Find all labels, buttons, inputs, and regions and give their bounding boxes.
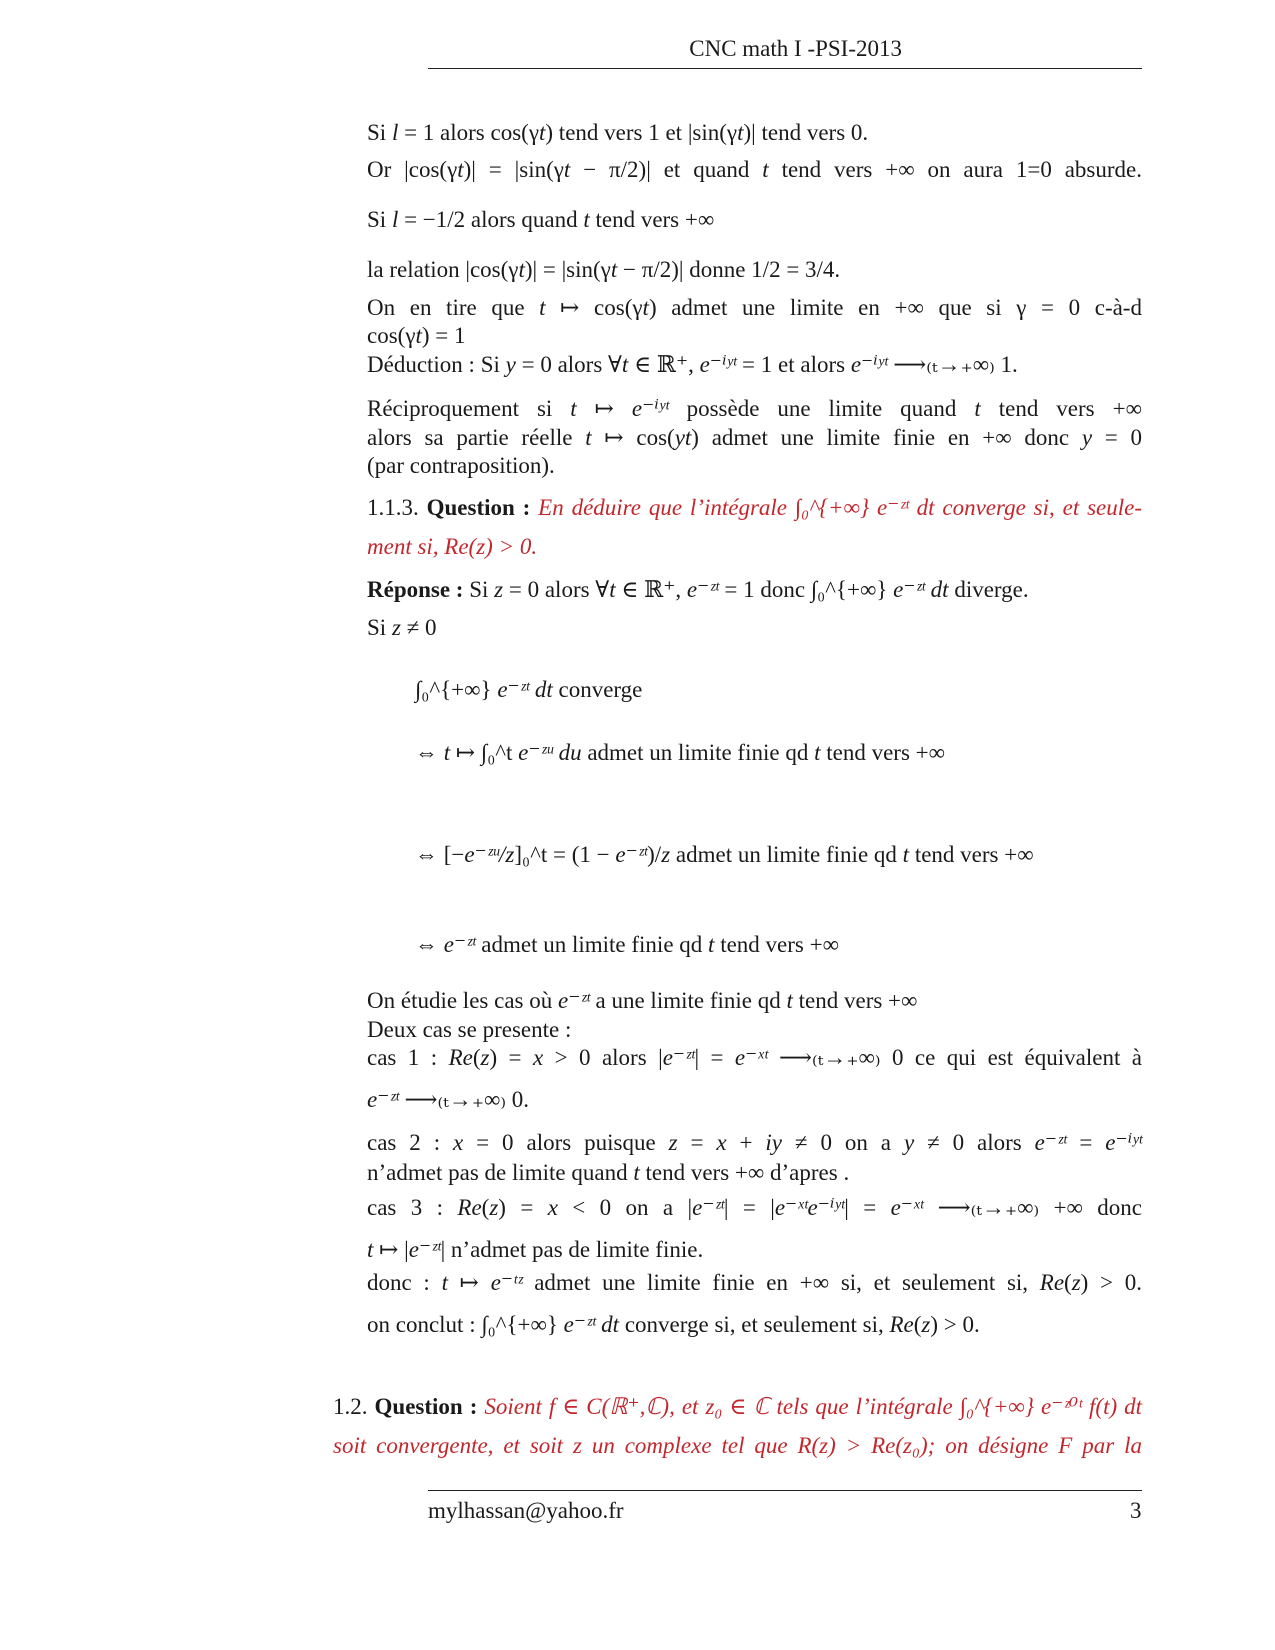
text-segment: e⁻ⁱʸᵗ (850, 352, 888, 377)
text-segment: ) = 1 (421, 323, 466, 348)
text-segment: t (902, 842, 910, 867)
text-line (415, 676, 642, 704)
text-segment: z (921, 1312, 931, 1337)
text-segment: t (609, 577, 616, 602)
text-segment: cas 1 : (367, 1045, 449, 1070)
text-segment: e⁻ᶻᵗ dt (497, 677, 553, 702)
text-segment: ∈ ℝ⁺, (615, 577, 687, 602)
text-segment: t (583, 207, 590, 232)
text-segment: t (642, 295, 649, 320)
text-line (367, 395, 1142, 423)
text-segment: e⁻ˣᵗ (890, 1195, 924, 1220)
text-segment: ≠ 0 on a (782, 1130, 904, 1155)
bold-label: Réponse : (367, 577, 464, 602)
text-segment: = (1066, 1130, 1106, 1155)
text-segment: On étudie les cas où (367, 988, 558, 1013)
text-segment: e⁻ᶻᵗ (408, 1237, 441, 1262)
text-segment: | n’admet pas de limite finie. (440, 1237, 704, 1262)
text-segment: Réciproquement si (367, 396, 571, 421)
text-segment: t (974, 396, 981, 421)
text-segment: t (539, 295, 546, 320)
text-segment: cas 3 : (367, 1195, 458, 1220)
text-segment: e⁻ⁱʸᵗ (1105, 1130, 1142, 1155)
text-segment: e⁻ᶻᵗ (557, 988, 590, 1013)
text-segment: Déduction : Si (367, 352, 506, 377)
text-segment: tend vers +∞ (980, 396, 1142, 421)
text-line (333, 1432, 1142, 1460)
text-segment: diverge. (948, 577, 1029, 602)
text-segment: )| tend vers 0. (743, 120, 869, 145)
text-segment: x (547, 1195, 558, 1220)
text-segment: z (668, 1130, 678, 1155)
text-segment: Re (1039, 1270, 1065, 1295)
text-segment: e⁻ᶻᵗ (692, 1195, 724, 1220)
text-segment: tend vers +∞ (714, 932, 839, 957)
text-segment: cas 2 : (367, 1130, 454, 1155)
text-segment: = 0 alors ∀ (503, 577, 610, 602)
text-segment: e⁻ᶻᵘ/z (464, 842, 515, 867)
text-segment: − π/2)| et quand (570, 157, 763, 182)
text-segment: Re (448, 1045, 473, 1070)
text-segment: t (415, 323, 422, 348)
text-segment: on conclut : ∫₀^{+∞} (367, 1312, 564, 1337)
page-number: 3 (1130, 1498, 1142, 1523)
text-segment: ↦ (447, 1270, 491, 1295)
text-segment: ≠ 0 alors (914, 1130, 1035, 1155)
text-segment: ↦ ∫₀^t (450, 740, 519, 765)
text-segment: ↦ cos(γ (545, 295, 643, 320)
text-segment: t (563, 157, 571, 182)
text-segment: Or |cos(γ (367, 157, 458, 182)
text-line (367, 987, 917, 1015)
text-segment: ( (472, 1045, 481, 1070)
text-segment: e⁻ᶻᵗ (367, 1087, 399, 1112)
text-segment: = 1 donc ∫₀^{+∞} (718, 577, 894, 602)
text-segment: x (532, 1045, 544, 1070)
text-segment: = 1 et alors (736, 352, 851, 377)
text-line (367, 351, 1018, 379)
text-segment: z (480, 1045, 490, 1070)
text-segment: )| = |sin(γ (524, 257, 611, 282)
text-line (367, 206, 714, 234)
text-line (367, 1194, 1142, 1222)
text-segment: e⁻ˣᵗ (734, 1045, 768, 1070)
text-segment: = 1 alors cos(γ (398, 120, 539, 145)
text-segment: e⁻ᶻᵗ (686, 577, 719, 602)
text-segment: y (903, 1130, 915, 1155)
text-segment: y (1081, 425, 1093, 450)
text-segment: z (661, 842, 671, 867)
text-line (367, 494, 1142, 522)
footer-email: mylhassan@yahoo.fr (428, 1498, 624, 1523)
text-segment: ⟶₍ₜ→₊∞₎ 0 ce qui est équivalent à (767, 1045, 1142, 1070)
text-segment: alors sa partie réelle (367, 425, 586, 450)
text-segment: ≠ 0 (400, 615, 437, 640)
text-line (415, 931, 839, 959)
text-line (367, 156, 1142, 184)
header-rule (428, 68, 1142, 69)
text-segment: ↦ (576, 396, 632, 421)
text-segment: e⁻ˣᵗe⁻ⁱʸᵗ (774, 1195, 845, 1220)
question-text: En déduire que l’intégrale ∫₀^{+∞} e⁻ᶻᵗ dt converge si, et seule- (530, 495, 1142, 520)
text-segment: ∫₀^{+∞} (415, 677, 498, 702)
text-segment: admet une limite finie en +∞ si, et seulement si, (522, 1270, 1040, 1295)
text-segment: 1.2. (333, 1394, 375, 1419)
text-segment: yt (674, 425, 692, 450)
text-segment: t (539, 120, 546, 145)
text-segment: t (814, 740, 821, 765)
text-segment: ) > 0. (1080, 1270, 1142, 1295)
text-segment: tend vers +∞ on aura 1=0 absurde. (768, 157, 1143, 182)
text-segment: admet un limite finie qd (475, 932, 709, 957)
text-segment: converge (552, 677, 643, 702)
text-segment: On en tire que (367, 295, 540, 320)
text-segment: ) admet une limite en +∞ que si γ = 0 c-à-d (648, 295, 1142, 320)
text-segment: ↦ cos( (591, 425, 675, 450)
text-segment: ( (1064, 1270, 1072, 1295)
text-segment: ⟶₍ₜ→₊∞₎ +∞ donc (923, 1195, 1142, 1220)
question-text: soit convergente, et soit z un complexe tel que R(z) > Re(z₀); on désigne F par la (333, 1433, 1142, 1458)
text-segment: 1.1.3. (367, 495, 427, 520)
text-segment: t (443, 740, 451, 765)
text-segment: > 0 alors | (543, 1045, 663, 1070)
text-segment: t (610, 257, 618, 282)
text-segment: ( (913, 1312, 922, 1337)
text-line (367, 614, 437, 642)
text-segment: (par contraposition). (367, 453, 555, 478)
text-segment: | = (694, 1045, 735, 1070)
text-segment: x (716, 1130, 727, 1155)
text-segment: = 0 alors puisque (463, 1130, 669, 1155)
bold-label: Question : (426, 495, 531, 520)
running-header: CNC math I -PSI-2013 (689, 36, 902, 61)
text-segment: admet un limite finie qd (581, 740, 815, 765)
text-segment: Re (457, 1195, 482, 1220)
question-text: ment si, Re(z) > 0. (367, 534, 538, 559)
text-segment: e⁻ᶻᵗ dt (563, 1312, 620, 1337)
text-segment: tend vers +∞ (820, 740, 946, 765)
text-segment: e⁻ᶻᵗ dt (893, 577, 949, 602)
text-line (367, 119, 868, 147)
text-line (367, 1044, 1142, 1072)
text-line (367, 424, 1142, 452)
text-segment: e⁻ⁱʸᵗ (699, 352, 737, 377)
text-segment: )/ (647, 842, 662, 867)
text-segment: t (762, 157, 769, 182)
text-segment: < 0 on a | (557, 1195, 693, 1220)
text-line (367, 256, 840, 284)
text-line (367, 1129, 1142, 1157)
text-segment: − π/2)| donne 1/2 = 3/4. (617, 257, 841, 282)
text-segment: ⇔ [− (415, 842, 465, 867)
question-text: Soient f ∈ C(ℝ⁺,ℂ), et z₀ ∈ ℂ tels que l’intégrale ∫₀^{+∞} e⁻ᶻ⁰ᵗ f(t) dt (477, 1394, 1143, 1419)
footer-rule (428, 1490, 1142, 1491)
text-segment: t (708, 932, 715, 957)
text-segment: l (391, 207, 399, 232)
text-segment: z (1071, 1270, 1081, 1295)
text-line (367, 533, 537, 561)
text-line (367, 1236, 703, 1264)
text-segment: la relation |cos(γ (367, 257, 519, 282)
text-segment: x (453, 1130, 464, 1155)
text-segment: l (391, 120, 399, 145)
text-segment: t (441, 1270, 448, 1295)
text-segment: e⁻ᶻᵗ (615, 842, 648, 867)
text-segment: e⁻ᵗᶻ (490, 1270, 523, 1295)
text-segment: e⁻ᶻᵗ (1034, 1130, 1067, 1155)
text-line (367, 1086, 529, 1114)
text-segment: z (391, 615, 401, 640)
text-segment: admet un limite finie qd (670, 842, 903, 867)
text-segment: n’admet pas de limite quand (367, 1160, 634, 1185)
text-line (367, 322, 466, 350)
text-segment: tend vers +∞ d’apres . (639, 1160, 850, 1185)
text-segment: ) admet une limite finie en +∞ donc (691, 425, 1082, 450)
text-segment: ∈ ℝ⁺, (628, 352, 700, 377)
text-segment: Si (367, 120, 392, 145)
text-segment: Re (889, 1312, 914, 1337)
text-segment: ↦ | (373, 1237, 409, 1262)
text-segment: | = | (723, 1195, 775, 1220)
text-segment: ]₀^t = (1 − (514, 842, 616, 867)
text-segment: Si (367, 615, 392, 640)
text-line (367, 1159, 849, 1187)
text-segment: | = (844, 1195, 891, 1220)
text-line (367, 452, 555, 480)
text-line (367, 294, 1142, 322)
text-segment: ) tend vers 1 et |sin(γ (545, 120, 738, 145)
text-segment: e⁻ᶻᵗ (662, 1045, 695, 1070)
text-segment: ⇔ (415, 740, 444, 765)
text-segment: a une limite finie qd (589, 988, 787, 1013)
text-line (415, 739, 945, 767)
text-segment: + (726, 1130, 766, 1155)
text-segment: t (570, 396, 577, 421)
text-segment: donc : (367, 1270, 442, 1295)
text-segment: Si (367, 207, 392, 232)
text-segment: iy (765, 1130, 782, 1155)
text-line (333, 1393, 1142, 1421)
text-segment: t (367, 1237, 374, 1262)
text-segment: ) > 0. (930, 1312, 980, 1337)
text-line (367, 1016, 571, 1044)
text-segment: e⁻ⁱʸᵗ (631, 396, 669, 421)
text-segment: ⟶₍ₜ→₊∞₎ 1. (887, 352, 1018, 377)
text-segment: e⁻ᶻᵗ (443, 932, 476, 957)
text-segment: ) = (498, 1195, 548, 1220)
text-segment: ⟶₍ₜ→₊∞₎ 0. (398, 1087, 530, 1112)
text-line (415, 841, 1034, 869)
text-line (367, 1311, 980, 1339)
text-segment: cos(γ (367, 323, 416, 348)
text-segment: Si (463, 577, 495, 602)
text-segment: converge si, et seulement si, (619, 1312, 890, 1337)
text-segment: tend vers +∞ (589, 207, 715, 232)
text-line (367, 1269, 1142, 1297)
text-segment: Deux cas se presente : (367, 1017, 572, 1042)
text-segment: t (737, 120, 744, 145)
text-line (367, 576, 1029, 604)
text-segment: t (585, 425, 592, 450)
bold-label: Question : (374, 1394, 478, 1419)
text-segment: = 0 (1092, 425, 1142, 450)
text-segment: possède une limite quand (668, 396, 975, 421)
text-segment: z (489, 1195, 499, 1220)
text-segment: t (786, 988, 793, 1013)
text-segment: e⁻ᶻᵘ du (518, 740, 582, 765)
text-segment: ⇔ (415, 932, 444, 957)
text-segment: z (494, 577, 504, 602)
text-segment: tend vers +∞ (792, 988, 918, 1013)
text-segment: ) = (489, 1045, 533, 1070)
text-segment: t (518, 257, 525, 282)
text-segment: t (633, 1160, 640, 1185)
text-segment: tend vers +∞ (909, 842, 1034, 867)
text-segment: )| = |sin(γ (463, 157, 564, 182)
text-segment: = (677, 1130, 717, 1155)
text-segment: = −1/2 alors quand (398, 207, 584, 232)
text-segment: y (505, 352, 516, 377)
text-segment: ( (481, 1195, 490, 1220)
text-segment: t (457, 157, 464, 182)
text-segment: = 0 alors ∀ (515, 352, 622, 377)
text-segment: t (621, 352, 629, 377)
